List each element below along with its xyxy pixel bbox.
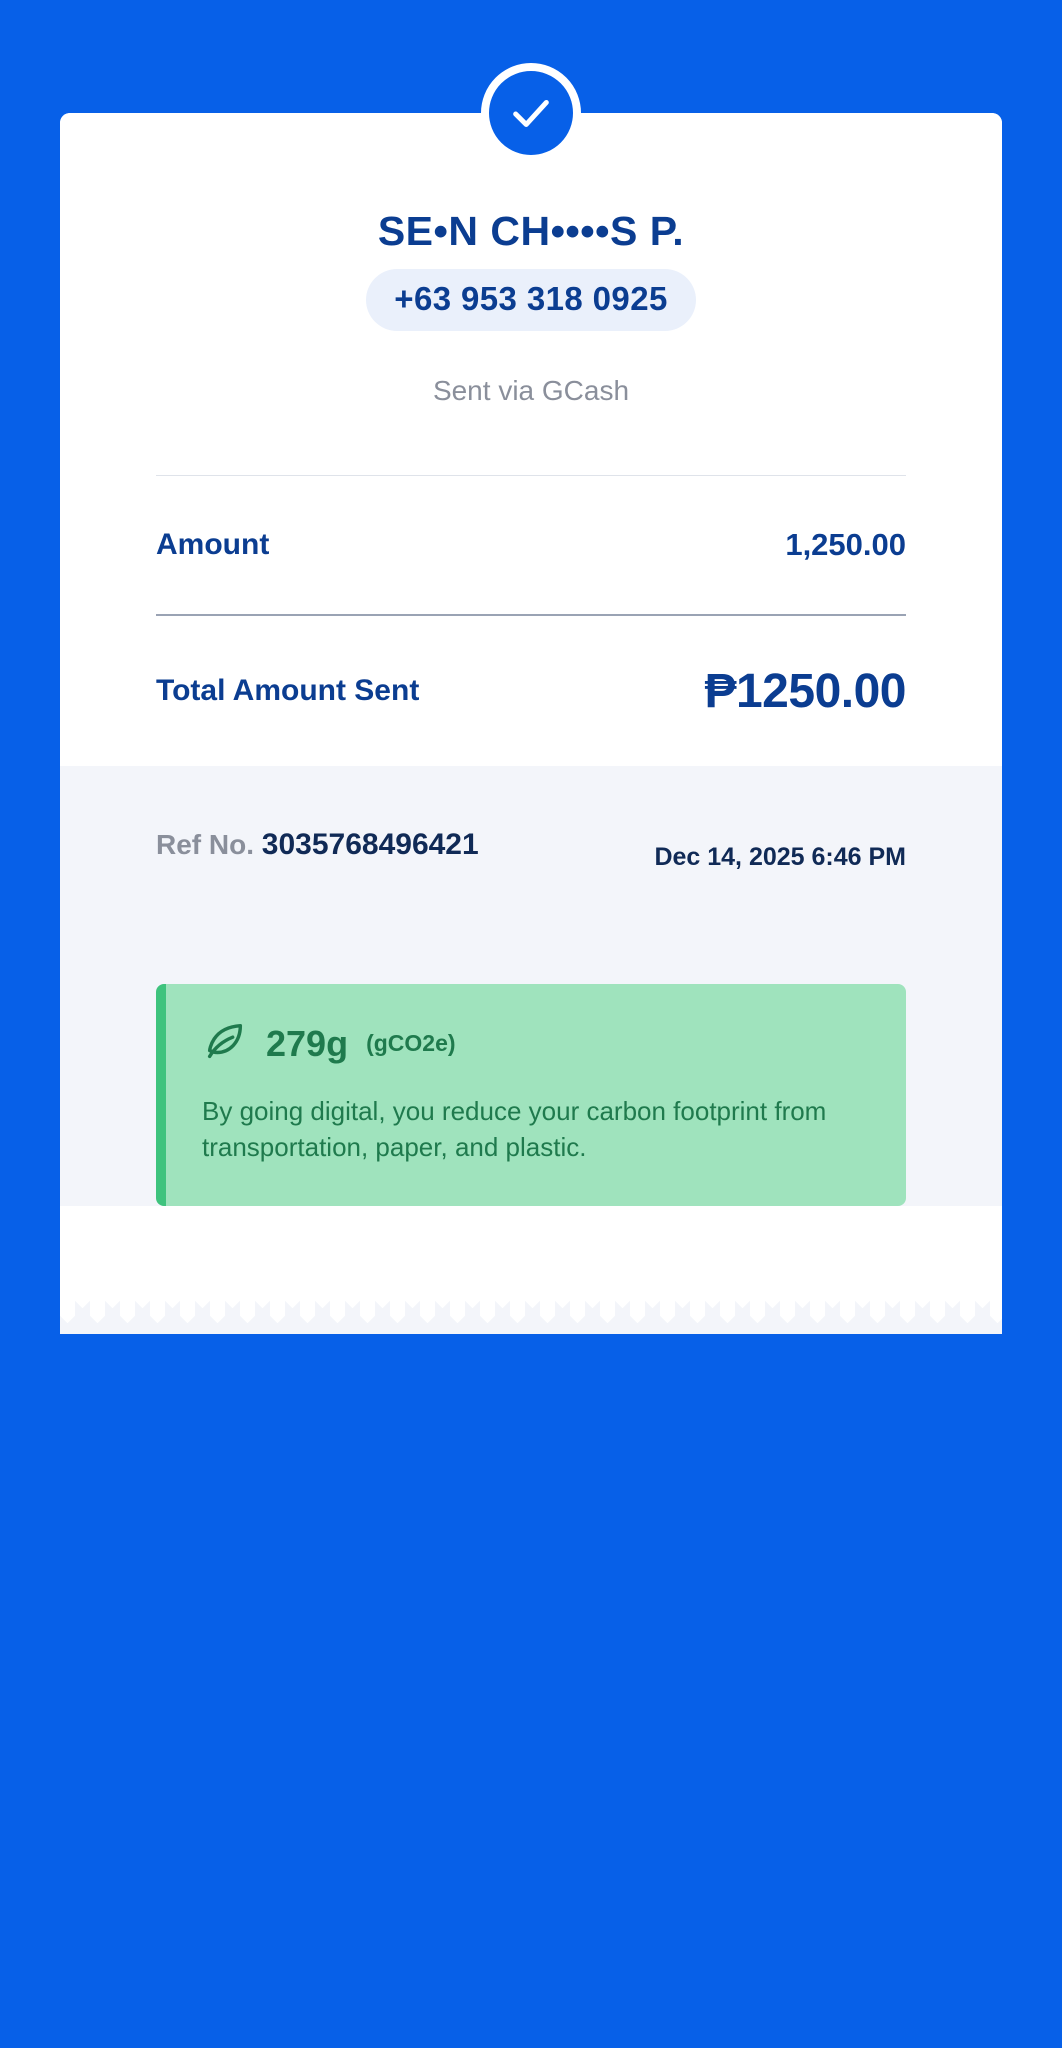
reference-row [156, 766, 906, 871]
total-label: Total Amount Sent [156, 674, 420, 707]
total-value: ₱1250.00 [704, 664, 906, 718]
amount-value: 1,250.00 [785, 527, 906, 562]
carbon-footprint-card [156, 984, 906, 1206]
carbon-unit: (gCO2e) [366, 1030, 456, 1056]
total-row [156, 616, 906, 766]
recipient-name: SE•N CH••••S P. [377, 208, 685, 254]
transaction-date: Dec 14, 2025 6:46 PM [654, 843, 906, 871]
amount-row [156, 476, 906, 614]
leaf-icon [202, 1018, 248, 1069]
receipt-torn-edge [60, 1298, 1002, 1334]
recipient-phone: +63 953 318 0925 [366, 269, 695, 331]
carbon-value: 279g [266, 1022, 349, 1064]
receipt-lower-section [60, 766, 1002, 1206]
sent-via-label: Sent via GCash [432, 375, 630, 406]
receipt-upper-section [60, 113, 1002, 766]
carbon-description: By going digital, you reduce your carbon footprint from transportation, paper, and plastic. [202, 1096, 827, 1163]
amount-label: Amount [156, 528, 270, 561]
reference-value: 3035768496421 [261, 828, 479, 861]
transaction-receipt-card [60, 113, 1002, 1334]
reference-label: Ref No. [156, 829, 254, 860]
reference-number-group [156, 828, 479, 862]
recipient-phone-container [156, 269, 906, 331]
carbon-footprint-header [202, 1018, 870, 1069]
check-icon [508, 90, 554, 136]
success-check-badge [481, 63, 581, 163]
